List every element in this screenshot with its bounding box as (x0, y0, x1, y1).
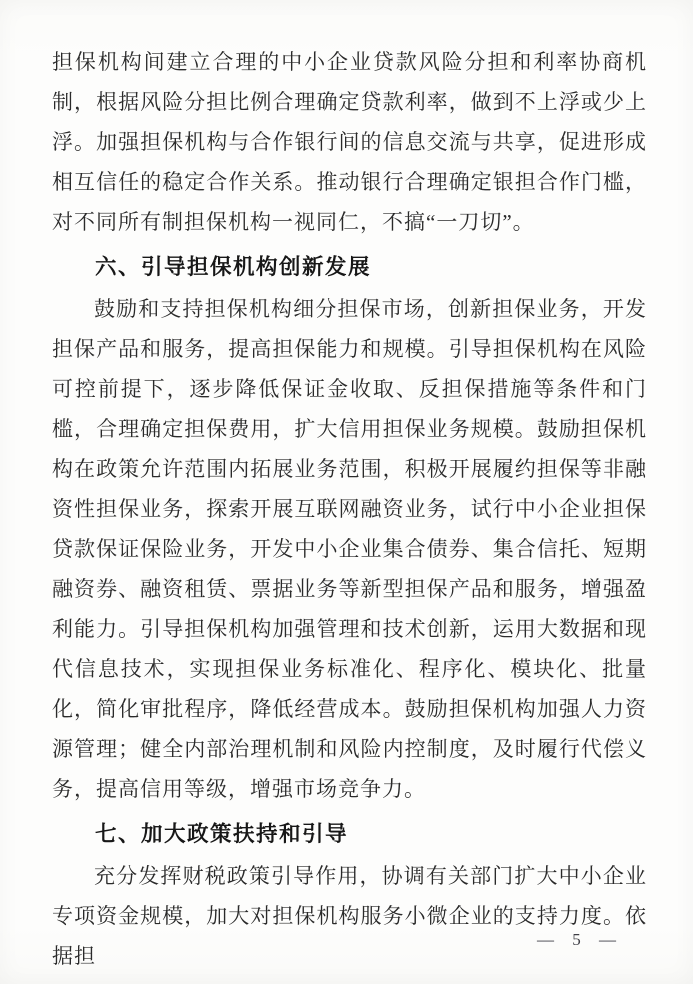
paragraph-guarantee-innovation-development: 鼓励和支持担保机构细分担保市场，创新担保业务，开发担保产品和服务，提高担保能力和规模。引导担保机构在风险可控前提下，逐步降低保证金收取、反担保措施等条件和门槛，合理确定担保费用，扩大信用担保业务规模。鼓励担保机构在政策允许范围内拓展业务范围，积极开展履约担保等非融资性担保业务，探索开展互联网融资业务，试行中小企业担保贷款保证保险业务，开发中小企业集合债券、集合信托、短期融资券、融资租赁、票据业务等新型担保产品和服务，增强盈利能力。引导担保机构加强管理和技术创新，运用大数据和现代信息技术，实现担保业务标准化、程序化、模块化、批量化，简化审批程序，降低经营成本。鼓励担保机构加强人力资源管理；健全内部治理机制和风险内控制度，及时履行代偿义务，提高信用等级，增强市场竞争力。 (52, 297, 647, 801)
section-heading-six-innovation: 六、引导担保机构创新发展 (95, 255, 372, 279)
paragraph-fiscal-policy-guidance: 充分发挥财税政策引导作用，协调有关部门扩大中小企业专项资金规模，加大对担保机构服务小微企业的支持力度。依据担 (52, 864, 647, 968)
page-number: — 5 — (537, 930, 623, 949)
section-heading-seven-policy-support: 七、加大政策扶持和引导 (95, 822, 349, 846)
paragraph-bank-guarantee-cooperation: 担保机构间建立合理的中小企业贷款风险分担和利率协商机制，根据风险分担比例合理确定贷款利率，做到不上浮或少上浮。加强担保机构与合作银行间的信息交流与共享，促进形成相互信任的稳定合作关系。推动银行合理确定银担合作门槛，对不同所有制担保机构一视同仁，不搞“一刀切”。 (52, 50, 647, 234)
document-body (52, 42, 647, 976)
